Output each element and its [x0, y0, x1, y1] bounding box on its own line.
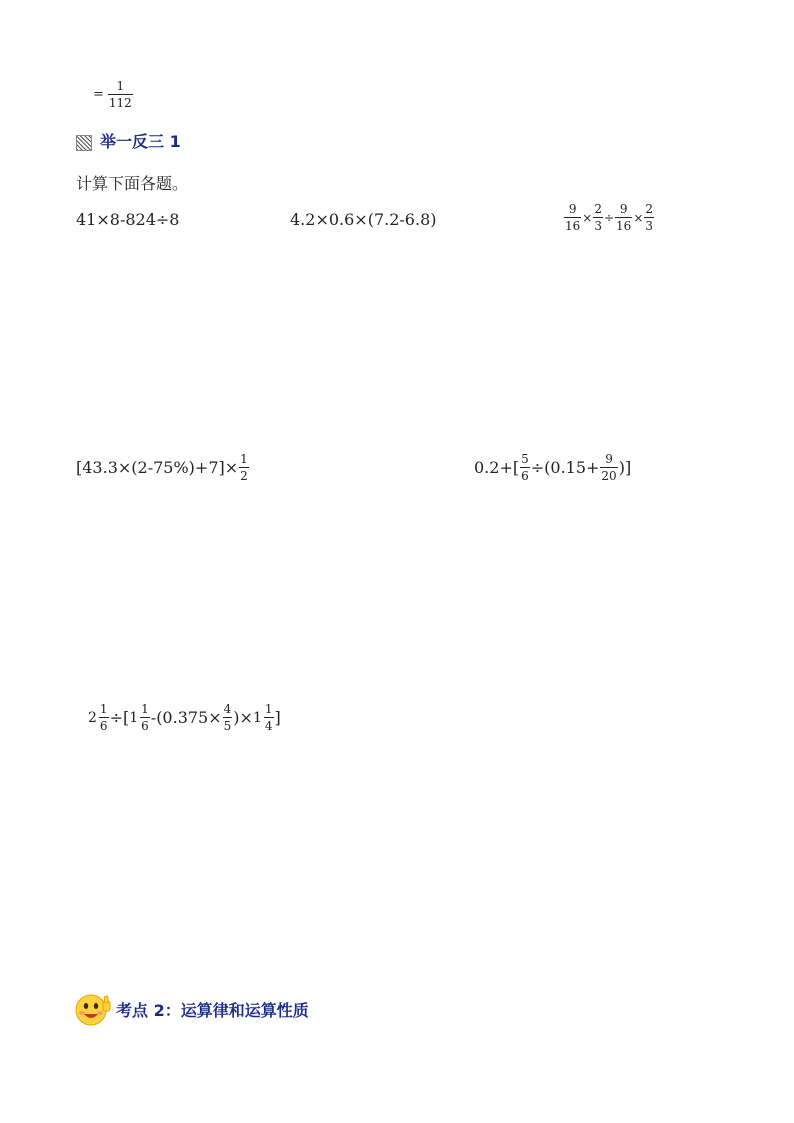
problem-6 — [88, 703, 281, 732]
problem-4 — [76, 453, 250, 482]
mixed-number — [253, 703, 275, 732]
fraction-denominator: 16 — [616, 219, 632, 233]
fraction-denominator: 6 — [141, 719, 149, 733]
fraction — [223, 703, 233, 732]
fraction-numerator: 1 — [99, 702, 108, 716]
fraction — [564, 203, 581, 232]
expression: [43.3×(2-75%)+7]× — [76, 458, 239, 477]
fraction-denominator: 6 — [99, 719, 108, 733]
fraction — [615, 203, 632, 232]
fraction-denominator: 2 — [240, 469, 248, 483]
footer-heading-text: 考点 2：运算律和运算性质 — [116, 1000, 309, 1020]
expression: )] — [618, 458, 632, 477]
footer-heading — [74, 991, 309, 1027]
expression: ÷(0.15+ — [530, 458, 600, 477]
fraction — [644, 203, 654, 232]
thumbs-up-emoji-icon — [74, 991, 112, 1027]
fraction — [520, 453, 530, 482]
fraction — [140, 703, 150, 732]
fraction-numerator: 2 — [645, 202, 654, 216]
mixed-whole: 1 — [252, 709, 262, 726]
fraction-numerator: 1 — [264, 702, 273, 716]
instruction: 计算下面各题。 — [76, 174, 189, 193]
fraction-numerator: 9 — [619, 202, 628, 216]
fraction — [239, 453, 249, 482]
problem-1: 41×8-824÷8 — [76, 210, 180, 229]
fraction-numerator: 1 — [240, 452, 248, 466]
expression: ] — [274, 708, 281, 727]
fraction — [99, 703, 109, 732]
fraction-numerator: 5 — [521, 452, 529, 466]
fraction-denominator: 20 — [601, 469, 617, 483]
mixed-whole: 1 — [129, 709, 139, 726]
fraction-denominator: 3 — [645, 219, 654, 233]
expression: 0.2+[ — [474, 458, 520, 477]
fraction-denominator: 6 — [521, 469, 529, 483]
operator: ÷ — [603, 210, 615, 225]
fraction-numerator: 9 — [568, 202, 577, 216]
problem-5 — [474, 453, 631, 482]
fraction — [600, 453, 617, 482]
result-line — [93, 80, 134, 109]
equals-sign: = — [93, 87, 104, 102]
fraction-denominator: 5 — [223, 719, 232, 733]
section-heading-text: 举一反三 1 — [100, 132, 181, 151]
fraction — [593, 203, 603, 232]
operator: × — [582, 210, 593, 225]
mixed-whole: 2 — [88, 709, 97, 726]
hatched-square-icon — [76, 135, 92, 151]
fraction-numerator: 1 — [116, 79, 125, 93]
problem-3 — [563, 203, 655, 232]
fraction-denominator: 3 — [594, 219, 602, 233]
expression: ÷[ — [109, 708, 130, 727]
fraction-numerator: 1 — [141, 702, 149, 716]
mixed-number — [129, 703, 151, 732]
fraction-numerator: 4 — [223, 702, 232, 716]
result-fraction — [108, 80, 133, 109]
expression: )× — [233, 708, 253, 727]
fraction-denominator: 112 — [108, 96, 132, 110]
section-heading — [76, 129, 181, 152]
fraction-numerator: 9 — [605, 452, 613, 466]
fraction-numerator: 2 — [594, 202, 602, 216]
mixed-number — [88, 703, 110, 732]
fraction-denominator: 4 — [264, 719, 273, 733]
operator: × — [633, 210, 644, 225]
problem-2: 4.2×0.6×(7.2-6.8) — [290, 210, 437, 229]
expression: -(0.375× — [150, 708, 222, 727]
fraction — [264, 703, 274, 732]
fraction-denominator: 16 — [565, 219, 581, 233]
